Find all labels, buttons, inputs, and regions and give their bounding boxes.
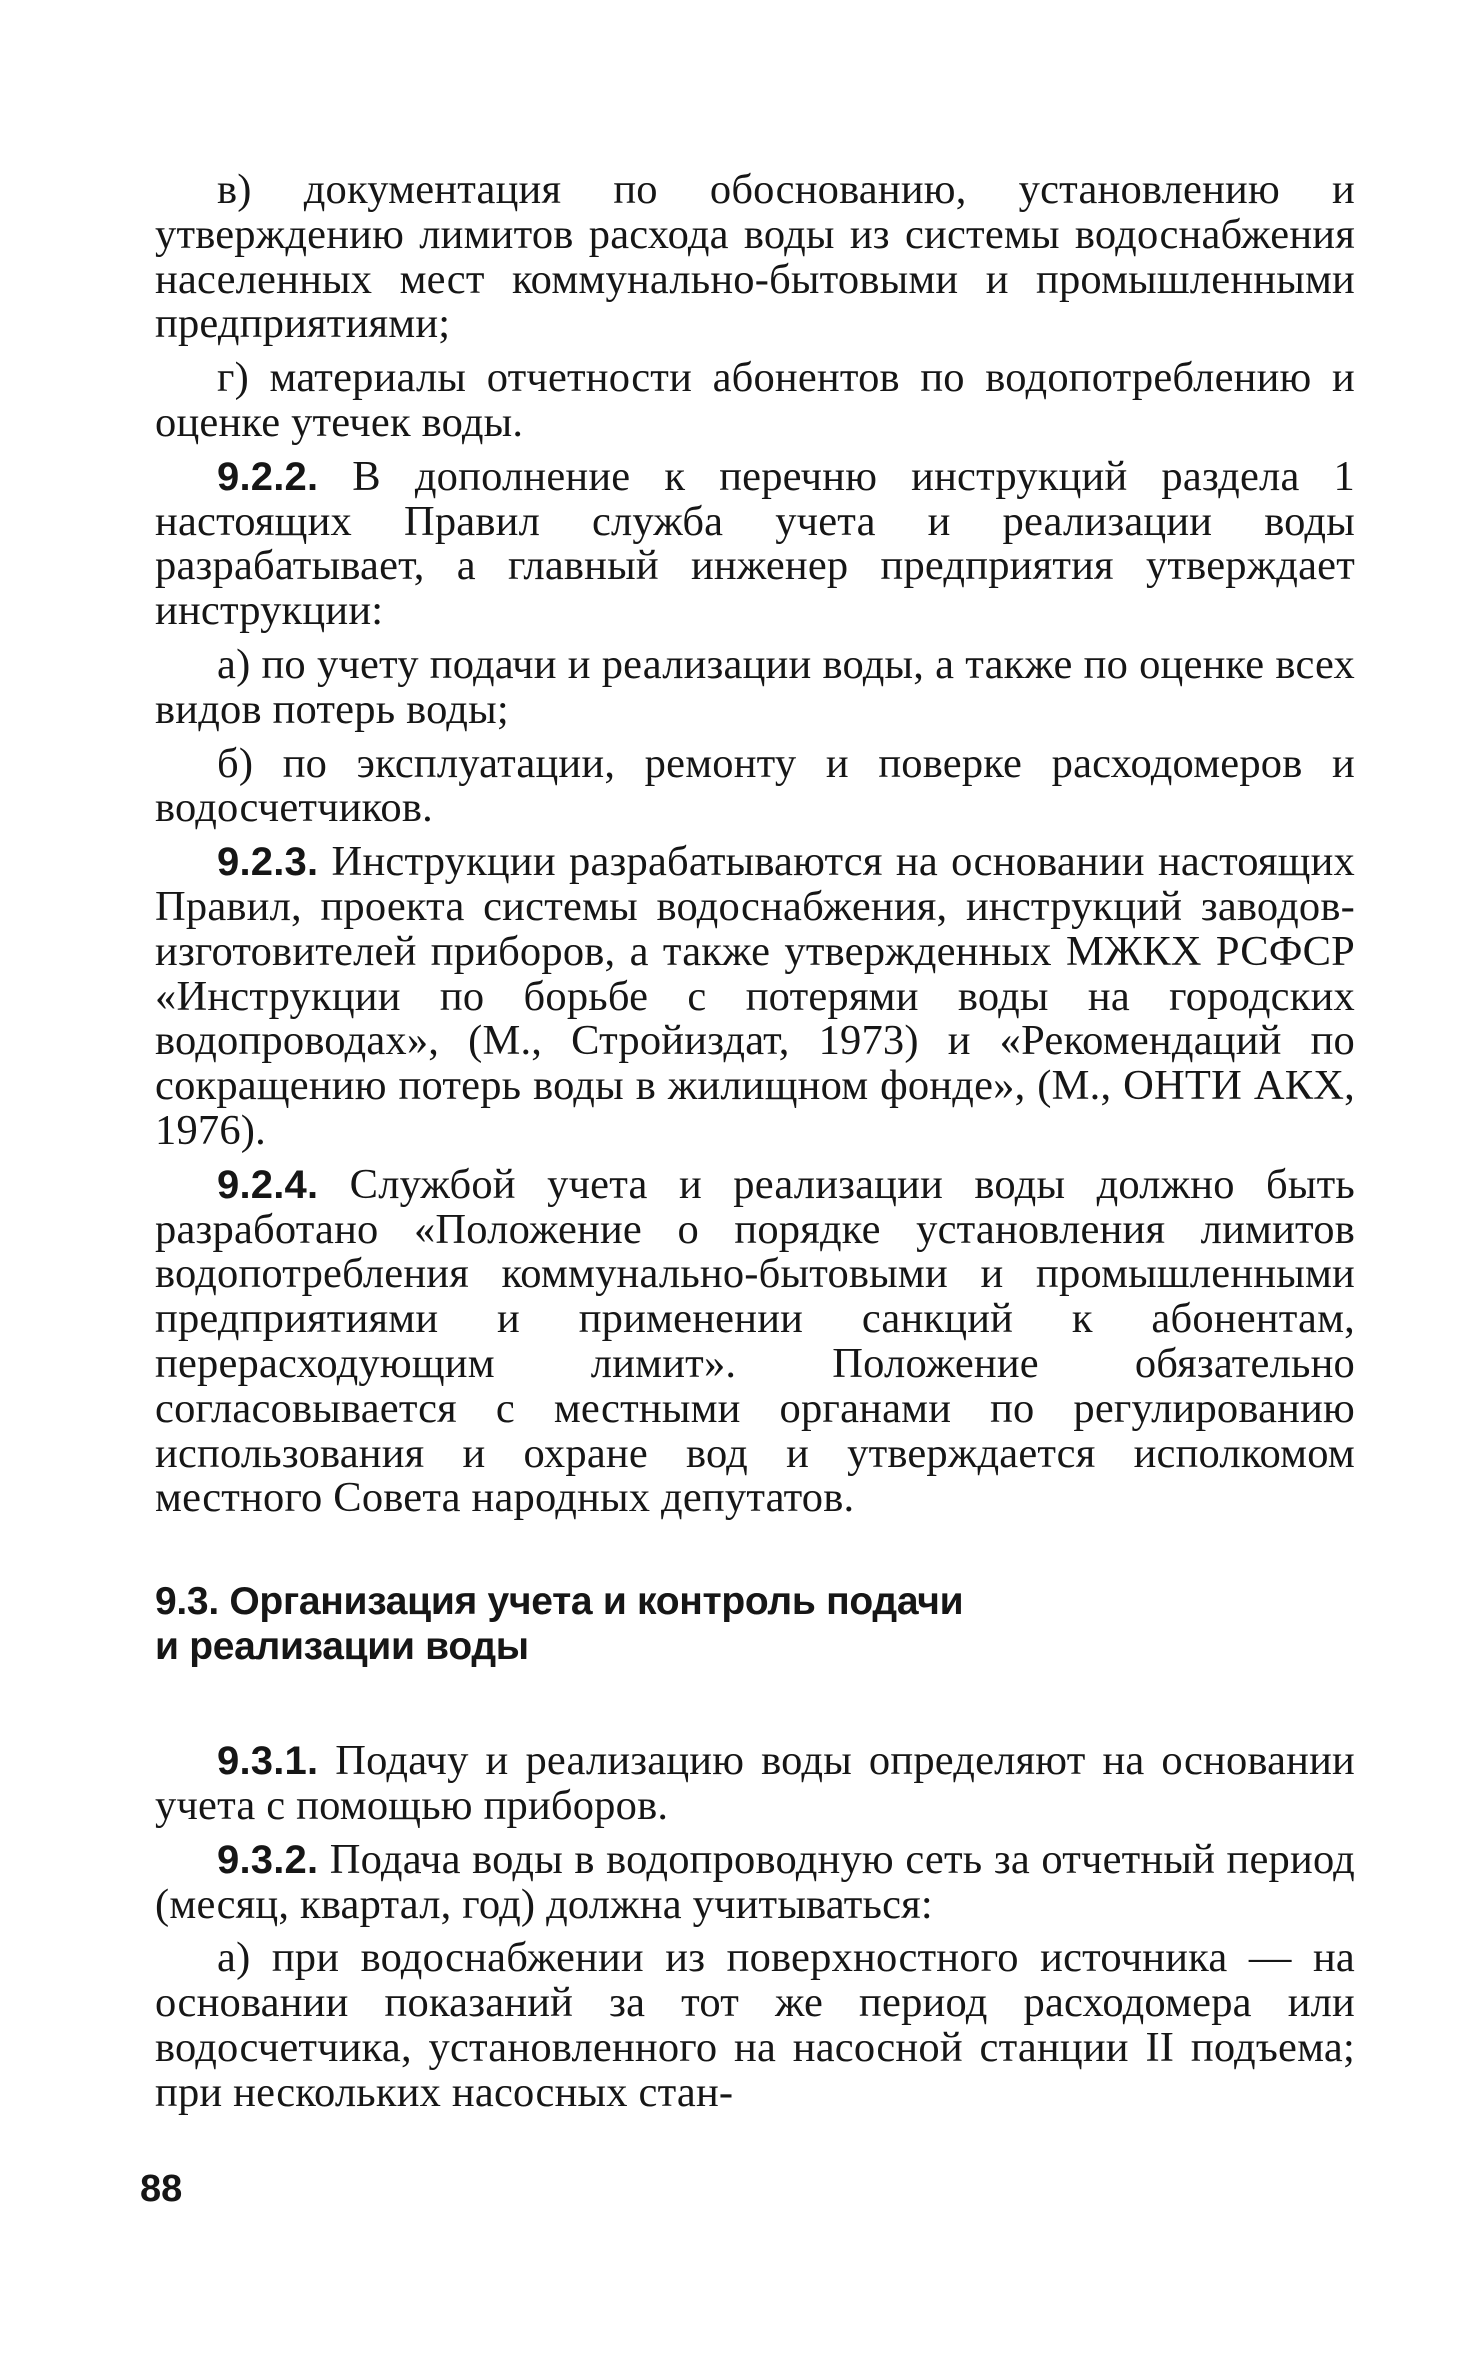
paragraph-item-a-2: а) при водоснабжении из поверхностного источника — на основании показаний за тот же период расходомера или водосчетчика, установленного на насосной станции II подъема; при нескольких насосных стан- — [155, 1934, 1355, 2116]
paragraph-item-a-1: а) по учету подачи и реализации воды, а также по оценке всех видов потерь воды; — [155, 640, 1355, 733]
page-number: 88 — [140, 2168, 183, 2210]
clause-number: 9.2.3. — [217, 840, 319, 885]
paragraph-item-b-1: б) по эксплуатации, ремонту и поверке расходомеров и водосчетчиков. — [155, 739, 1355, 832]
section-heading — [155, 1579, 1355, 1669]
paragraph-9-3-2: 9.3.2. Подача воды в водопроводную сеть за отчетный период (месяц, квартал, год) должна учитываться: — [155, 1835, 1355, 1928]
page-body — [155, 168, 1355, 2124]
paragraph-item-v: в) документация по обоснованию, установлению и утверждению лимитов расхода воды из системы водоснабжения населенных мест коммунально-бытовыми и промышленными предприятиями; — [155, 166, 1355, 348]
paragraph-9-2-3: 9.2.3. Инструкции разрабатываются на основании настоящих Правил, проекта системы водоснабжения, инструкций заводов-изготовителей приборов, а также утвержденных МЖКХ РСФСР «Инструкции по борьбе с потерями воды на городских водопроводах», (М., Стройиздат, 1973) и «Рекомендаций по сокращению потерь воды в жилищном фонде», (М., ОНТИ АКХ, 1976). — [155, 838, 1355, 1154]
clause-number: 9.2.2. — [217, 454, 319, 499]
section-heading-line-1: 9.3. Организация учета и контроль подачи — [155, 1580, 964, 1624]
clause-number: 9.2.4. — [217, 1162, 319, 1207]
clause-number: 9.3.1. — [217, 1739, 319, 1784]
paragraph-item-g: г) материалы отчетности абонентов по водопотреблению и оценке утечек воды. — [155, 354, 1355, 446]
paragraph-9-2-4: 9.2.4. Службой учета и реализации воды должно быть разработано «Положение о порядке установления лимитов водопотребления коммунально-бытовыми и промышленными предприятиями и применении санкций к абонентам, перерасходующим лимит». Положение обязательно согласовывается с местными органами по регулированию использования и охране вод и утверждается исполкомом местного Совета народных депутатов. — [155, 1160, 1355, 1522]
paragraph-9-3-1: 9.3.1. Подачу и реализацию воды определяют на основании учета с помощью приборов. — [155, 1737, 1355, 1829]
paragraph-9-2-2: 9.2.2. В дополнение к перечню инструкций раздела 1 настоящих Правил служба учета и реализации воды разрабатывает, а главный инженер предприятия утверждает инструкции: — [155, 452, 1355, 635]
section-heading-line-2: и реализации воды — [155, 1625, 529, 1669]
clause-number: 9.3.2. — [217, 1837, 319, 1882]
